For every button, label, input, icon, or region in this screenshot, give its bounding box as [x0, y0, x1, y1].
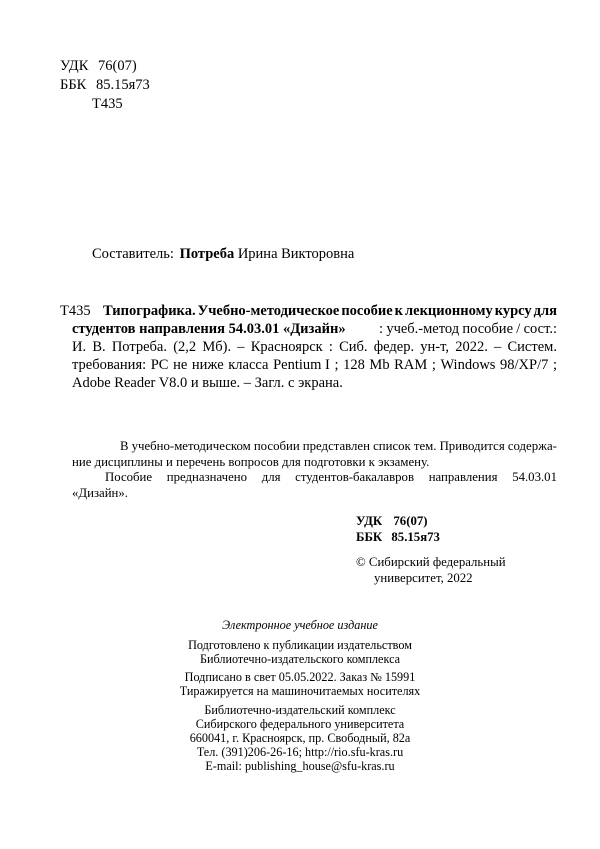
bib-line-4: [72, 356, 557, 374]
word: (2,2: [173, 339, 197, 355]
annotation-p2-line1: [105, 470, 557, 486]
edition-type: Электронное учебное издание: [222, 618, 378, 632]
word: лекционному: [405, 303, 493, 319]
bbk-value: 85.15я73: [95, 77, 150, 93]
bottom-udk-value: 76(07): [393, 514, 428, 528]
word: –: [237, 339, 245, 355]
word: студентов-бакалавров: [295, 470, 414, 484]
copyright-line-1: © Сибирский федеральный: [356, 555, 506, 569]
word: Типографика.: [103, 303, 196, 319]
word: требования:: [72, 357, 147, 373]
top-udk: [60, 57, 137, 75]
bottom-udk: [356, 514, 428, 530]
word: Красноярск: [250, 339, 323, 355]
word: ;: [552, 357, 557, 373]
bib-line-2-rest: [379, 320, 557, 338]
signed-line: Подписано в свет 05.05.2022. Заказ № 15991: [184, 670, 416, 684]
word: RAM: [394, 357, 428, 373]
word: 2022.: [455, 339, 488, 355]
top-bbk: [60, 76, 150, 94]
word: пособие: [462, 321, 514, 337]
word: 98/XP/7: [500, 357, 549, 373]
word: ;: [431, 357, 436, 373]
annotation-p2-line2: «Дизайн».: [72, 486, 129, 500]
word: не: [173, 357, 188, 373]
compiler-label: Составитель:: [92, 246, 174, 262]
publisher-line-2: Сибирского федерального университета: [195, 717, 405, 731]
bib-title-bold: студентов направления 54.03.01 «Дизайн»: [72, 321, 346, 337]
word: к: [394, 303, 404, 319]
word: Пособие: [105, 470, 153, 484]
word: :: [379, 321, 384, 337]
word: тем.: [413, 439, 437, 453]
phone-line: Тел. (391)206-26-16; http://rio.sfu-kras.ru: [196, 745, 404, 759]
compiler-name: Ирина Викторовна: [237, 246, 355, 262]
author-mark: Т435: [92, 96, 123, 112]
word: содержа-: [507, 439, 557, 453]
bib-line-2: [72, 320, 557, 338]
word: Систем.: [507, 339, 557, 355]
word: ун-т,: [420, 339, 450, 355]
bib-line-5: Adobe Reader V8.0 и выше. – Загл. с экрана.: [72, 375, 343, 391]
email-line: E-mail: publishing_house@sfu-kras.ru: [205, 759, 395, 773]
bottom-bbk-value: 85.15я73: [391, 530, 440, 544]
word: Потреба.: [111, 339, 167, 355]
word: пособии: [253, 439, 300, 453]
udk-value: 76(07): [98, 58, 137, 74]
copyright-line-2: университет, 2022: [374, 571, 473, 585]
word: для: [261, 470, 281, 484]
word: предназначено: [166, 470, 247, 484]
word: учеб.-метод: [386, 321, 460, 337]
bib-line-1: [103, 302, 557, 320]
word: для: [533, 303, 557, 319]
replicated-line: Тиражируется на машиночитаемых носителях: [179, 684, 421, 698]
prepared-line-1: Подготовлено к публикации издательством: [188, 638, 412, 652]
word: представлен: [302, 439, 370, 453]
word: Windows: [440, 357, 496, 373]
compiler-surname: Потреба: [179, 246, 235, 262]
udk-label: УДК: [60, 58, 89, 74]
word: направления: [428, 470, 498, 484]
bottom-udk-label: УДК: [356, 514, 383, 528]
annotation-p1-line1: [120, 439, 557, 455]
word: /: [516, 321, 521, 337]
word: учебно-методическом: [131, 439, 251, 453]
word: И.: [72, 339, 87, 355]
annotation-p1-line2: ние дисциплины и перечень вопросов для подготовки к экзамену.: [72, 455, 430, 469]
word: Сиб.: [339, 339, 368, 355]
word: PC: [150, 357, 169, 373]
word: пособие: [341, 303, 393, 319]
word: Учебно-методическое: [197, 303, 340, 319]
bbk-label: ББК: [60, 77, 87, 93]
bottom-bbk-label: ББК: [356, 530, 383, 544]
word: класса: [228, 357, 269, 373]
bottom-bbk: [356, 530, 440, 546]
compiler-line: [92, 245, 354, 263]
word: Мб).: [202, 339, 232, 355]
word: список: [373, 439, 411, 453]
publisher-line-1: Библиотечно-издательский комплекс: [204, 703, 396, 717]
word: Pentium I: [273, 357, 330, 373]
word: курсу: [494, 303, 532, 319]
address-line: 660041, г. Красноярск, пр. Свободный, 82а: [189, 731, 411, 745]
bib-mark: Т435: [60, 303, 91, 319]
word: ;: [334, 357, 339, 373]
word: Mb: [369, 357, 390, 373]
word: В: [120, 439, 129, 453]
word: ниже: [191, 357, 224, 373]
word: 54.03.01: [512, 470, 557, 484]
word: 128: [343, 357, 365, 373]
prepared-line-2: Библиотечно-издательского комплекса: [199, 652, 401, 666]
word: –: [494, 339, 502, 355]
bib-line-3: [72, 338, 557, 356]
word: сост.:: [523, 321, 557, 337]
word: В.: [92, 339, 106, 355]
word: федер.: [373, 339, 415, 355]
word: Приводится: [439, 439, 505, 453]
word: :: [328, 339, 333, 355]
